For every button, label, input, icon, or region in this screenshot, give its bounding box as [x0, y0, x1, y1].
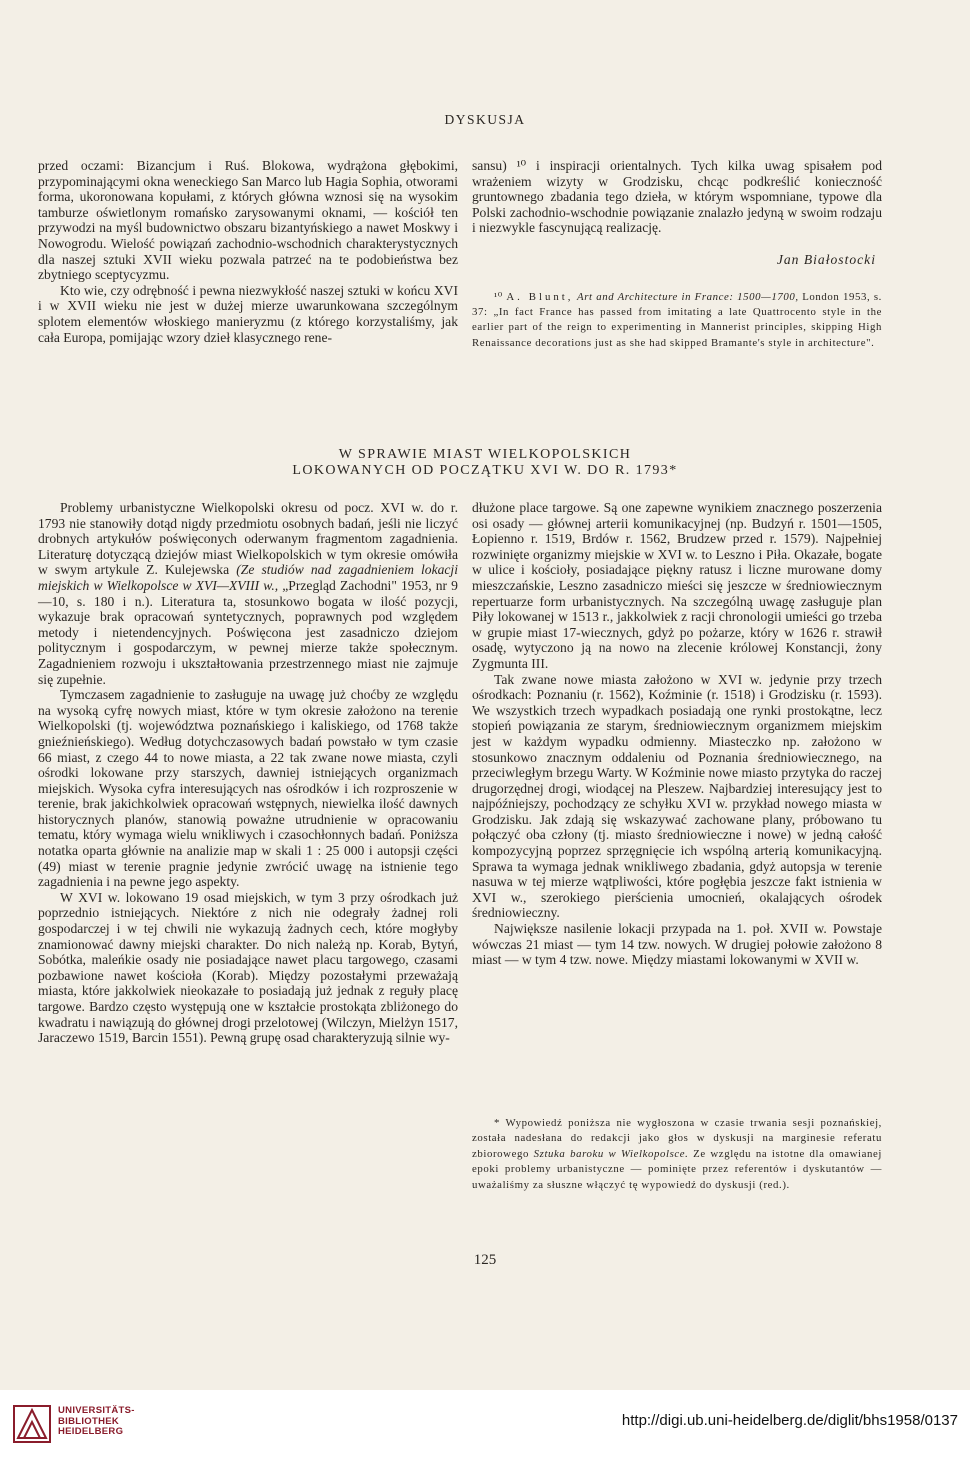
top-right-column — [472, 158, 882, 351]
text-run: Problemy urbanistyczne Wielkopolski okresu od pocz. XVI w. do r. 1793 nie stanowiły dotąd nigdy przedmiotu osobnych badań, jeśli nie liczyć drobnych artykułów poświęconych oderwanym fragmentom zagadnienia. Literaturę dotyczącą dziejów miast Wielkopolskich w tym okresie omówiła w swym artykule Z. Kulejewska — [38, 500, 458, 578]
paragraph: W XVI w. lokowano 19 osad miejskich, w tym 3 przy ośrodkach już poprzednio istniejących. Niektóre z nich nie odegrały żadnej roli gospodarczej i w tej chwili nie wykazują żadnych cech, które mogłyby znamionować dawny miejski charakter. Do nich należą np. Korab, Bytyń, Sobótka, maleńkie osady nie posiadające nawet placu targowego, czasami pozbawione nawet kościoła (Korab). Między pozostałymi przeważają miasta, które jakkolwiek nieokazałe to posiadają już jednak z reguły placę targowe. Bardzo często występują one w kształcie prostokąta zbliżonego do kwadratu i nawiązują do głównej drogi przelotowej (Wilczyn, Mielżyn 1517, Jaraczewo 1519, Barcin 1551). Pewną grupę osad charakteryzują silnie wy- — [38, 889, 458, 1046]
article-footnote-block — [472, 1116, 882, 1193]
paragraph: przed oczami: Bizancjum i Ruś. Blokowa, wydrążona głębokimi, przypominającymi okna weneckiego San Marco lub Hagia Sophia, otworami forma, ukoronowana kopułami, z których główna wznosi się na wysokim tamburze oświetlonym romańsko zarysowanymi oknami, — kościół ten przywodzi na myśl budownictwo obszaru bizantyńskiego a nawet Moskwy i Nowogrodu. Wielość powiązań zachodnio-wschodnich charakterystycznych dla naszej sztuki XVII wieku pozwala patrzeć na te podobieństwa bez zbytniego sceptycyzmu. — [38, 158, 458, 283]
library-name-line: HEIDELBERG — [58, 1426, 124, 1437]
article-title-line: LOKOWANYCH OD POCZĄTKU XVI W. DO R. 1793* — [292, 463, 678, 478]
paragraph: sansu) ¹⁰ i inspiracji orientalnych. Tych kilka uwag spisałem pod wrażeniem wizyty w Grodzisku, chcąc podkreślić konieczność gruntownego zbadania tego dzieła, w którym wspomniane, typowe dla Polski zachodnio-wschodnie powiązanie znalazło jedyną w swoim rodzaju i niezwykle fascynującą realizację. — [472, 158, 882, 236]
library-name-line: UNIVERSITÄTS- — [58, 1405, 135, 1416]
cited-title: (Ze studiów nad zagadnieniem lokacji miejskich w Wielkopolsce w XVI—XVIII w., — [38, 562, 458, 593]
university-library-logo-icon[interactable] — [12, 1404, 52, 1444]
paragraph: Kto wie, czy odrębność i pewna niezwykłość naszej sztuki w końcu XVI i w XVII wieku nie jest w dużej mierze uwarunkowana szczególnym splotem elementów włoskiego manieryzmu (z którego korzystaliśmy, jak cała Europa, pomijając wzory dzieł klasycznego rene- — [38, 282, 458, 345]
text-run: Ze względu na istotne dla omawianej epoki problemy urbanistyczne — pominięte przez referentów i dyskutantów — uważaliśmy za słuszne włączyć tę wypowiedź do dyskusji (red.). — [472, 1147, 882, 1191]
footnote-10 — [472, 290, 882, 352]
article-title — [0, 447, 970, 479]
paragraph: dłużone place targowe. Są one zapewne wynikiem znacznego poszerzenia osi osady — głównej arterii komunikacyjnej (np. Budzyń r. 1501—1505, Łopienno r. 1519, Brdów r. 1562, Brudzew przed r. 1579). Najpełniej rozwinięte organizmy miejskie w XVI w. to Leszno i Piła. Okazałe, bogate w ulice i kościoły, posiadające piękny ratusz i liczne murowane domy mieszczańskie, Leszno zasadniczo mieści się jeszcze w średniowiecznym repertuarze form urbanistycznych. Na szczególną uwagę zasługuje plan Piły lokowanej w 1513 r., jakkolwiek z racji chronologii umieści go trzeba w grupie miast 17-wiecznych, gdyż po pożarze, który w 1626 r. strawił osadę, wytyczono ją na nowo na zlecenie królowej Konstancji, żony Zygmunta III. — [472, 500, 882, 671]
paragraph — [38, 500, 458, 687]
article-left-column — [38, 500, 458, 1046]
article-right-column — [472, 500, 882, 968]
paragraph: Największe nasilenie lokacji przypada na 1. poł. XVII w. Powstaje wówczas 21 miast — tym 14 tzw. nowych. W drugiej połowie założono 8 miast — w tym 4 tzw. nowe. Między miastami lokowanymi w XVII w. — [472, 921, 882, 968]
author-signature: Jan Białostocki — [776, 251, 876, 267]
library-name[interactable] — [58, 1406, 135, 1438]
paragraph: Tak zwane nowe miasta założono w XVI w. jedynie przy trzech ośrodkach: Poznaniu (r. 1562), Koźminie (r. 1518) i Grodzisku (r. 1593). We wszystkich trzech wypadkach posiadają one rynki prostokątne, lecz stopień powiązania ze starym, średniowiecznym organizmem miejskim jest w każdym wypadku odmienny. Miasteczko np. założono w stosunkowo znacznym oddaleniu od Poznania średniowiecznego, na przeciwległym brzegu Warty. W Koźminie nowe miasto przytyka do raczej drugorzędnej drogi, wiodącej na Pleszew. Najbardziej interesujący jest to najpóźniejszy, pochodzący ze schyłku XVI w. przykład nowego miasta w Grodzisku. Jak zdają się wskazywać zachowane plany, próbowano tu połączyć oba człony (tj. miasto średniowieczne i nowe) w jedną całość kompozycyjną poprzez sprzęgnięcie ich wspólną arterią komunikacyjną. Sprawa ta wymaga jednak wnikliwego zbadania, gdyż autopsja w terenie nasuwa w tej mierze wątpliwości, które pogłębia jeszcze fakt istnienia w XVI w., szerokiego pierścienia umocnień, okalających ośrodek średniowieczny. — [472, 671, 882, 921]
library-name-line: BIBLIOTHEK — [58, 1415, 120, 1427]
footnote-author: A. Blunt, — [506, 290, 574, 303]
footnote-text: London 1953, s. 37: „In fact France has passed from imitating a late Quattrocento style in the earlier part of the reign to experimenting in Mannerist principles, skipping High Renaissance decorations just as she had skipped Bramante's style in architecture". — [472, 290, 882, 349]
page-number: 125 — [473, 1252, 497, 1268]
cited-title: Sztuka baroku w Wielkopolsce. — [533, 1147, 689, 1160]
article-footnote — [472, 1116, 882, 1193]
digitization-footer — [0, 1390, 970, 1465]
text-run: * Wypowiedź poniższa nie wygłoszona w czasie trwania sesji poznańskiej, została nadesłana do redakcji jako głos w dyskusji na marginesie referatu zbiorowego — [472, 1117, 882, 1160]
paragraph: Tymczasem zagadnienie to zasługuje na uwagę już choćby ze względu na wysoką cyfrę nowych miast, które w tym okresie założono na terenie Wielkopolski (tj. województwa poznańskiego i kaliskiego, od 1768 także gnieźnieńskiego). Według dotychczasowych badań powstało w tym czasie 66 miast, z czego 44 to nowe miasta, a 22 tak zwane nowe miasta, czyli ośrodki lokowane przy starszych, dawniej istniejących organizmach miejskich. Wysoka cyfra interesujących nas ośrodków i ich rozproszenie w terenie, brak jakichkolwiek opracowań wstępnych, niewielka ilość dawnych historycznych planów, stanowią poważne utrudnienie w opracowaniu tematu, który wymaga wielu wnikliwych i czasochłonnych badań. Poniższa notatka oparta głównie na analizie map w skali 1 : 25 000 i autopsji części (49) miast w terenie pragnie jedynie zwrócić uwagę na istnienie tego zagadnienia i na pewne jego aspekty. — [38, 687, 458, 890]
top-left-column — [38, 158, 458, 345]
permalink-url[interactable]: http://digi.ub.uni-heidelberg.de/diglit/bhs1958/0137 — [621, 1412, 958, 1429]
footnote-number: ¹⁰ — [494, 290, 507, 303]
text-run: „Przegląd Zachodni" 1953, nr 9—10, s. 180 i n.). Literatura ta, stosunkowo bogata w ilość pozycji, wykazuje brak opracowań syntetycznych, poprawnych pod względem metody i nietendencyjnych. Poświęcona jest zasadniczo dziejom politycznym i gospodarczym, w pewnej mierze także społecznym. Zagadnieniem rozwoju i ukształtowania przestrzennego miast nie zajmuje się zupełnie. — [38, 577, 458, 687]
article-title-line: W SPRAWIE MIAST WIELKOPOLSKICH — [338, 447, 632, 462]
footnote-title: Art and Architecture in France: 1500—1700, — [577, 290, 799, 303]
running-header: DYSKUSJA — [444, 112, 526, 127]
